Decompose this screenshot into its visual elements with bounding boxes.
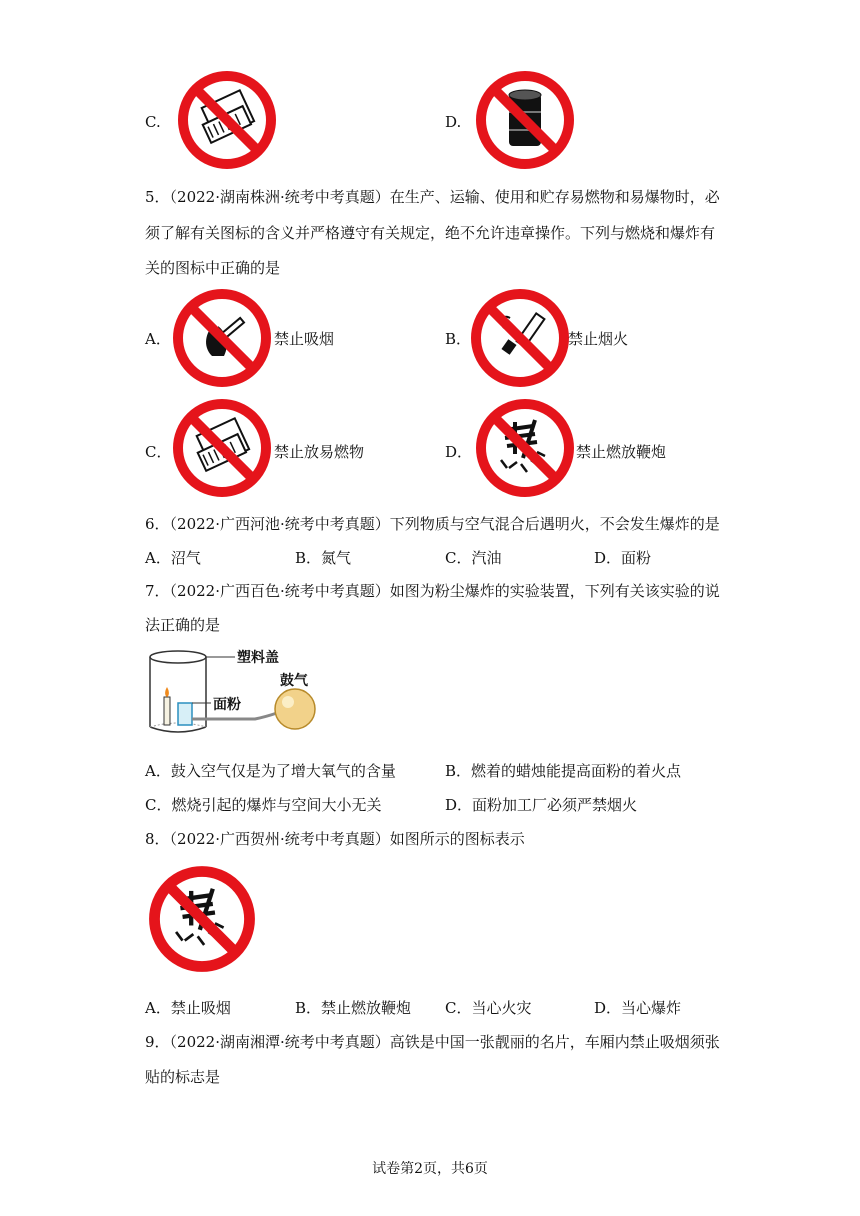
q8-option-c: C．当心火灾 [445, 999, 532, 1017]
q5-option-a-label: A． [145, 330, 171, 348]
q9-text-line2: 贴的标志是 [145, 1068, 221, 1086]
q5-text-line1: 5．（2022·湖南株洲·统考中考真题）在生产、运输、使用和贮存易燃物和易爆物时，必 [145, 188, 720, 206]
q7-option-a: A．鼓入空气仅是为了增大氧气的含量 [145, 762, 396, 780]
page-footer: 试卷第2页，共6页 [372, 1161, 488, 1177]
q8-option-d: D．当心爆炸 [594, 999, 682, 1017]
q6-option-c: C．汽油 [445, 549, 502, 567]
q7-option-b: B．燃着的蜡烛能提高面粉的着火点 [445, 762, 682, 780]
option-c-label: C. [145, 113, 161, 131]
no-flammables-sign-icon [172, 398, 272, 498]
q7-text-line2: 法正确的是 [145, 616, 221, 634]
diagram-flour-label: 面粉 [213, 697, 241, 713]
q7-option-d: D．面粉加工厂必须严禁烟火 [445, 796, 638, 814]
q5-option-c-label: C． [145, 443, 172, 461]
dust-explosion-apparatus-diagram [145, 645, 325, 740]
q5-option-c-caption: 禁止放易燃物 [274, 443, 365, 461]
q5-option-b-label: B． [445, 330, 472, 348]
diagram-pump-label: 鼓气 [280, 673, 308, 689]
q6-option-a: A．沼气 [145, 549, 201, 567]
q6-text-line1: 6．（2022·广西河池·统考中考真题）下列物质与空气混合后遇明火，不会发生爆炸的是 [145, 515, 720, 533]
option-d-label: D. [445, 113, 462, 131]
q9-text-line1: 9．（2022·湖南湘潭·统考中考真题）高铁是中国一张靓丽的名片，车厢内禁止吸烟须张 [145, 1033, 720, 1051]
no-matches-sign-icon [177, 70, 277, 170]
q8-text-line1: 8．（2022·广西贺州·统考中考真题）如图所示的图标表示 [145, 830, 525, 848]
no-firecrackers-large-sign-icon [148, 865, 256, 973]
q5-option-b-caption: 禁止烟火 [568, 330, 629, 348]
no-oil-drum-sign-icon [475, 70, 575, 170]
q7-text-line1: 7．（2022·广西百色·统考中考真题）如图为粉尘爆炸的实验装置，下列有关该实验的说 [145, 582, 720, 600]
q6-option-d: D．面粉 [594, 549, 652, 567]
no-firecrackers-sign-icon [475, 398, 575, 498]
q7-option-c: C．燃烧引起的爆炸与空间大小无关 [145, 796, 382, 814]
q6-option-b: B．氮气 [295, 549, 352, 567]
q5-option-d-label: D． [445, 443, 473, 461]
q5-option-a-caption: 禁止吸烟 [274, 330, 335, 348]
q5-option-d-caption: 禁止燃放鞭炮 [576, 443, 667, 461]
q5-text-line2: 须了解有关图标的含义并严格遵守有关规定，绝不允许违章操作。下列与燃烧和爆炸有 [145, 224, 716, 242]
q5-text-line3: 关的图标中正确的是 [145, 259, 281, 277]
diagram-lid-label: 塑料盖 [237, 650, 279, 666]
q8-option-a: A．禁止吸烟 [145, 999, 231, 1017]
no-smoking-fire-sign-icon [172, 288, 272, 388]
q8-option-b: B．禁止燃放鞭炮 [295, 999, 412, 1017]
no-smoking-sign-icon [470, 288, 570, 388]
